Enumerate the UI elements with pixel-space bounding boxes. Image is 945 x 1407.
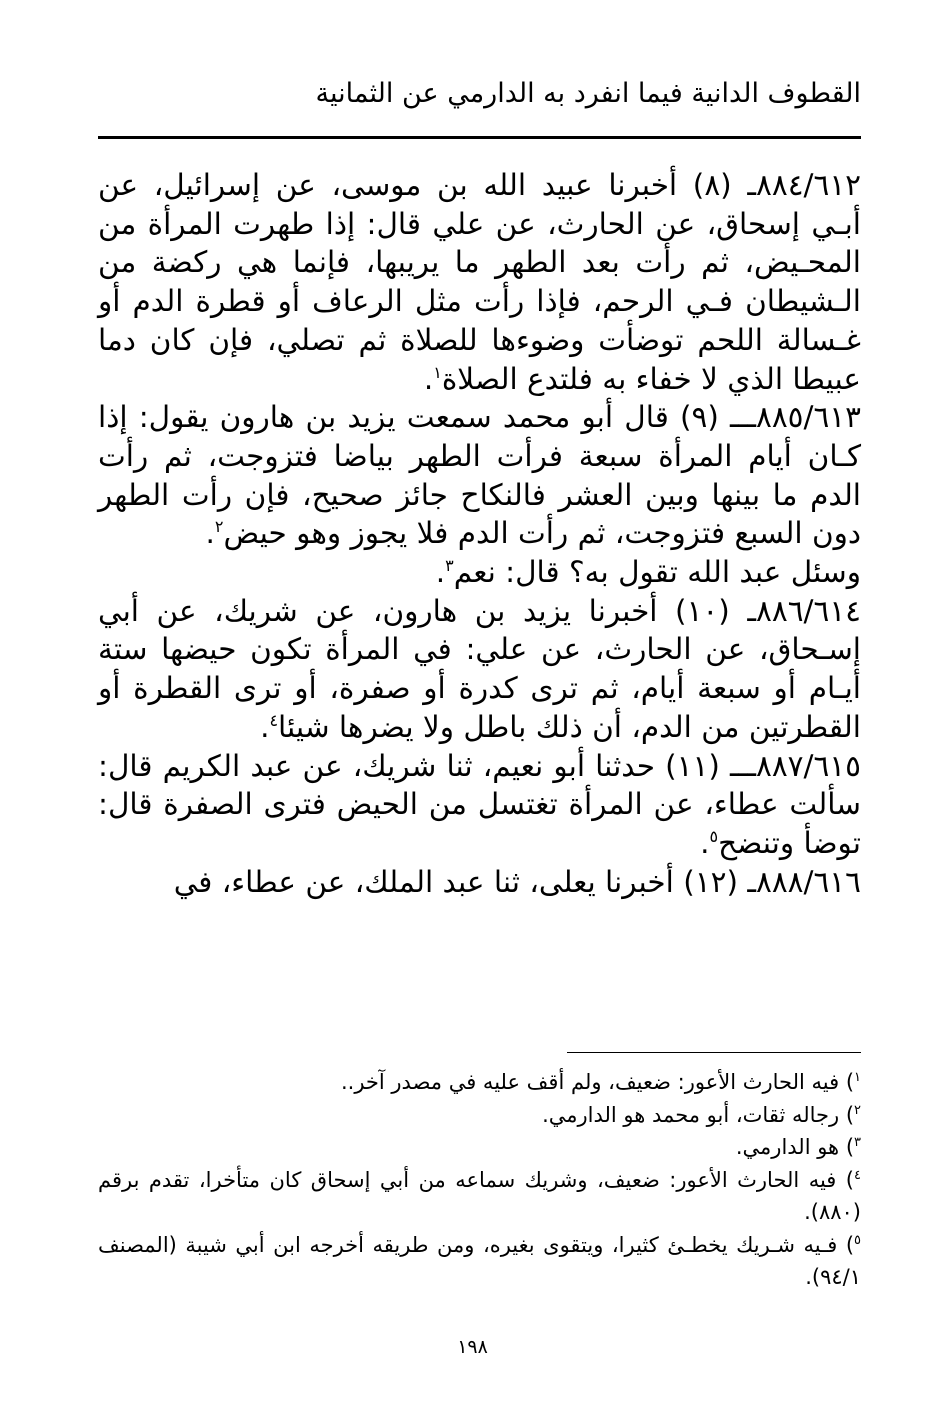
page-number: ١٩٨ <box>457 1336 488 1358</box>
footnote-ref: ٤ <box>269 711 279 731</box>
footnote-ref: ٣ <box>445 556 454 576</box>
footnote-ref: ٥ <box>709 827 719 847</box>
hadith-615: ٨٨٧/٦١٥ـــ (١١) حدثنا أبو نعيم، ثنا شريك، عن عبد الكريم قال: سألت عطاء، عن المرأة تغتسل من الحيض فترى الصفرة قال: توضأ وتنضح$^٥$. <box>98 748 861 860</box>
footnote-mark: ٣ <box>854 1135 861 1150</box>
footnote-mark: ٤ <box>854 1167 861 1183</box>
footnote-text: فيه الحارث الأعور: ضعيف، وشريك سماعه من أبي إسحاق كان متأخرا، تقدم برقم (٨٨٠). <box>98 1167 861 1224</box>
footnote-mark: ٥ <box>854 1232 861 1248</box>
footnote-text: هو الدارمي. <box>735 1135 840 1159</box>
footnote-text: فيه الحارث الأعور: ضعيف، ولم أقف عليه في مصدر آخر.. <box>340 1070 840 1094</box>
hadith-613-followup: وسئل عبد الله تقول به؟ قال: نعم$^٣$. <box>435 555 861 590</box>
footnote-item: $^٢$) رجاله ثقات، أبو محمد هو الدارمي. <box>542 1102 861 1127</box>
hadith-613: ٨٨٥/٦١٣ـــ (٩) قال أبو محمد سمعت يزيد بن هارون يقول: إذا كـان أيام المرأة سبعة فرأت الطهر بياضا فتزوجت، ثم رأت الدم ما بينها وبين العشر فالنكاح جائز صحيح، فإن رأت الطهر دون السبع فتزوجت، ثم رأت الدم فلا يجوز وهو حيض$^٢$. <box>98 400 861 551</box>
footnote-item: $^٤$) فيه الحارث الأعور: ضعيف، وشريك سماعه من أبي إسحاق كان متأخرا، تقدم برقم (٨٨٠). <box>98 1167 861 1224</box>
footnote-separator <box>567 1052 861 1053</box>
footnote-item: $^٥$) فـيه شـريك يخطـئ كثيرا، ويتقوى بغيره، ومن طريقه أخرجه ابن أبي شيبة (المصنف ٩٤/١). <box>98 1232 861 1289</box>
hadith-text: ٨٨٨/٦١٦ـ (١٢) أخبرنا يعلى، ثنا عبد الملك، عن عطاء، في <box>173 864 861 899</box>
hadith-text: ٨٨٥/٦١٣ـــ (٩) قال أبو محمد سمعت يزيد بن هارون يقول: إذا كـان أيام المرأة سبعة فرأت الطهر بياضا فتزوجت، ثم رأت الدم ما بينها وبين العشر فالنكاح جائز صحيح، فإن رأت الطهر دون السبع فتزوجت، ثم رأت الدم فلا يجوز وهو حيض <box>98 400 861 551</box>
main-text <box>98 166 861 901</box>
footnote-text: رجاله ثقات، أبو محمد هو الدارمي. <box>542 1102 840 1127</box>
footnote-mark: ١ <box>854 1070 861 1085</box>
footnote-text: فـيه شـريك يخطـئ كثيرا، ويتقوى بغيره، ومن طريقه أخرجه ابن أبي شيبة (المصنف ٩٤/١). <box>98 1232 861 1289</box>
hadith-text: ٨٨٤/٦١٢ـ (٨) أخبرنا عبيد الله بن موسى، عن إسرائيل، عن أبـي إسحاق، عن الحارث، عن علي قال: إذا طهرت المرأة من المحـيض، ثم رأت بعد الطهر ما يريبها، فإنما هي ركضة من الـشيطان فـي الرحم، فإذا رأت مثل الرعاف أو قطرة الدم أو غـسالة اللحم توضأت وضوءها للصلاة ثم تصلي، فإن كان دما عبيطا الذي لا خفاء به فلتدع الصلاة <box>98 168 862 396</box>
hadith-text: ٨٨٧/٦١٥ـــ (١١) حدثنا أبو نعيم، ثنا شريك، عن عبد الكريم قال: سألت عطاء، عن المرأة تغتسل من الحيض فترى الصفرة قال: توضأ وتنضح <box>98 748 861 860</box>
footnote-ref: ١ <box>433 362 442 382</box>
footnote-mark: ٢ <box>854 1102 861 1118</box>
header-rule <box>98 136 861 139</box>
footnote-item: $^٣$) هو الدارمي. <box>735 1135 861 1159</box>
hadith-text: ٨٨٦/٦١٤ـ (١٠) أخبرنا يزيد بن هارون، عن شريك، عن أبي إسـحاق، عن الحارث، عن علي: في المرأة تكون حيضها ستة أيـام أو سبعة أيام، ثم ترى كدرة أو صفرة، أو ترى القطرة أو القطرتين من الدم، أن ذلك باطل ولا يضرها شيئا <box>98 593 862 744</box>
hadith-616 <box>98 863 861 902</box>
hadith-612: ٨٨٤/٦١٢ـ (٨) أخبرنا عبيد الله بن موسى، عن إسرائيل، عن أبـي إسحاق، عن الحارث، عن علي قال: إذا طهرت المرأة من المحـيض، ثم رأت بعد الطهر ما يريبها، فإنما هي ركضة من الـشيطان فـي الرحم، فإذا رأت مثل الرعاف أو قطرة الدم أو غـسالة اللحم توضأت وضوءها للصلاة ثم تصلي، فإن كان دما عبيطا الذي لا خفاء به فلتدع الصلاة$^١$. <box>98 168 862 396</box>
footnotes <box>98 1066 861 1294</box>
hadith-614: ٨٨٦/٦١٤ـ (١٠) أخبرنا يزيد بن هارون، عن شريك، عن أبي إسـحاق، عن الحارث، عن علي: في المرأة تكون حيضها ستة أيـام أو سبعة أيام، ثم ترى كدرة أو صفرة، أو ترى القطرة أو القطرتين من الدم، أن ذلك باطل ولا يضرها شيئا$^٤$. <box>98 593 862 744</box>
footnote-ref: ٢ <box>214 517 224 537</box>
footnote-item: $^١$) فيه الحارث الأعور: ضعيف، ولم أقف عليه في مصدر آخر.. <box>340 1070 861 1094</box>
hadith-text: وسئل عبد الله تقول به؟ قال: نعم <box>453 555 861 590</box>
running-head: القطوف الدانية فيما انفرد به الدارمي عن الثمانية <box>315 78 861 109</box>
